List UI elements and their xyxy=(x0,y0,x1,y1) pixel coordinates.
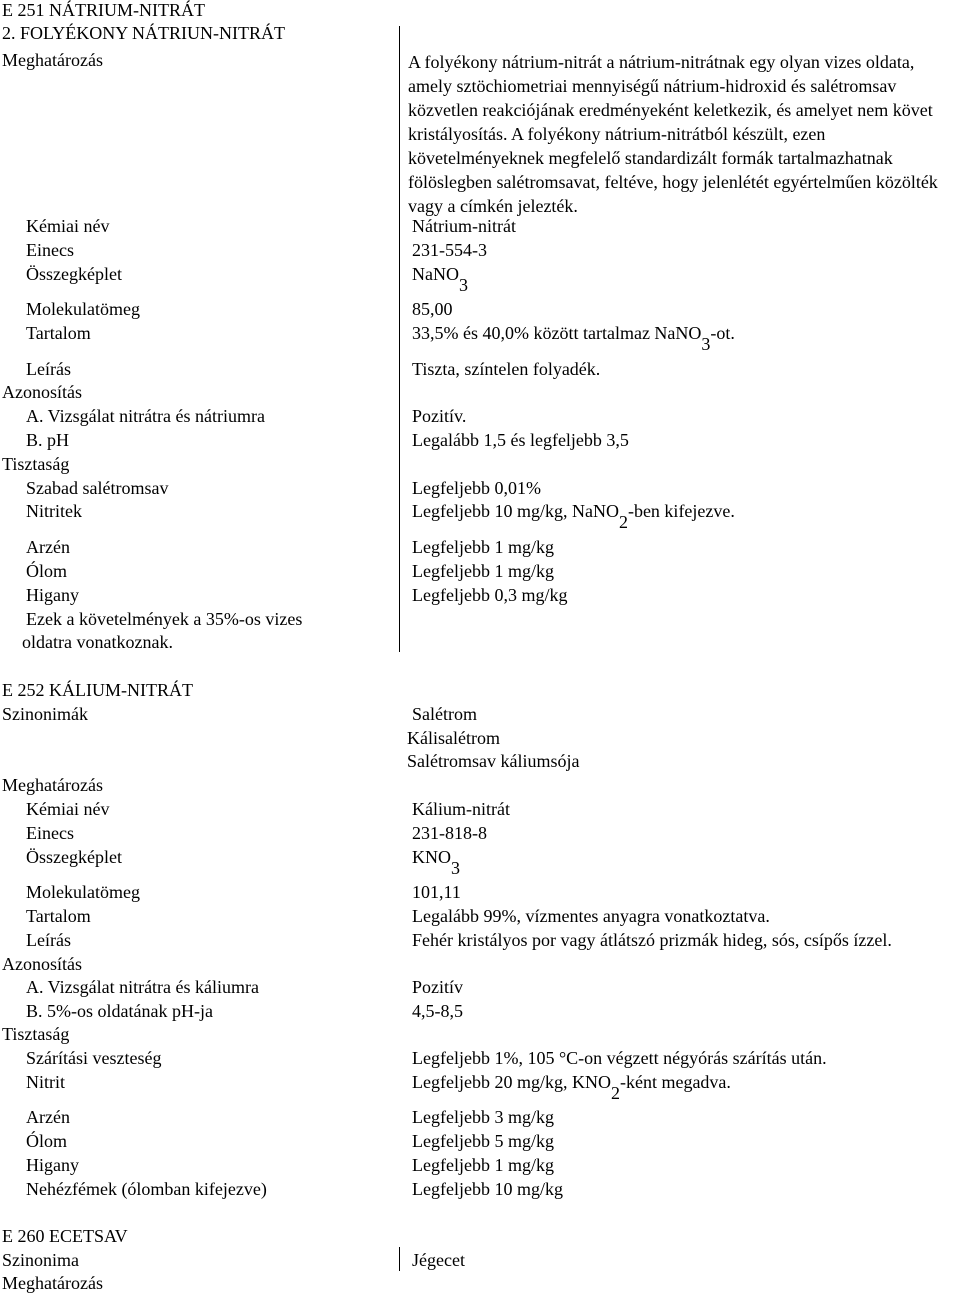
lead-label: Ólom xyxy=(26,1131,68,1151)
nitrite-text: Legfeljebb 20 mg/kg, KNO xyxy=(412,1072,611,1092)
formula-label: Összegképlet xyxy=(26,264,122,284)
chem-name-label: Kémiai név xyxy=(26,799,110,819)
test-b-label: B. 5%-os oldatának pH-ja xyxy=(26,1001,213,1021)
lead-label: Ólom xyxy=(26,561,68,581)
formula-subscript: 3 xyxy=(451,858,460,878)
formula-label: Összegképlet xyxy=(26,847,122,867)
mercury-value: Legfeljebb 0,3 mg/kg xyxy=(412,585,568,605)
einecs-label: Einecs xyxy=(26,823,74,843)
arsenic-label: Arzén xyxy=(26,1107,70,1127)
synonym-item: Jégecet xyxy=(412,1250,465,1270)
mercury-value: Legfeljebb 1 mg/kg xyxy=(412,1155,554,1175)
heavy-metals-value: Legfeljebb 10 mg/kg xyxy=(412,1179,563,1199)
mercury-label: Higany xyxy=(26,1155,79,1175)
content-value: Legalább 99%, vízmentes anyagra vonatkoztatva. xyxy=(412,906,770,926)
section-title-e251: E 251 NÁTRIUM-NITRÁT xyxy=(2,0,205,20)
synonym-item: Kálisalétrom xyxy=(407,728,500,748)
column-divider xyxy=(399,26,400,652)
note-line: Ezek a követelmények a 35%-os vizes xyxy=(26,609,303,629)
section-subtitle: 2. FOLYÉKONY NÁTRIUN-NITRÁT xyxy=(2,23,285,43)
lead-value: Legfeljebb 5 mg/kg xyxy=(412,1131,554,1151)
test-b-value: 4,5-8,5 xyxy=(412,1001,463,1021)
mercury-label: Higany xyxy=(26,585,79,605)
section-title-e260: E 260 ECETSAV xyxy=(2,1226,128,1246)
mol-weight-label: Molekulatömeg xyxy=(26,882,140,902)
formula-subscript: 3 xyxy=(459,275,468,295)
mol-weight-label: Molekulatömeg xyxy=(26,299,140,319)
nitrites-suffix: -ben kifejezve. xyxy=(627,501,735,521)
chem-name-label: Kémiai név xyxy=(26,216,110,236)
nitrite-label: Nitrit xyxy=(26,1072,65,1092)
description-value: Tiszta, színtelen folyadék. xyxy=(412,359,601,379)
test-a-label: A. Vizsgálat nitrátra és nátriumra xyxy=(26,406,266,426)
nitrites-label: Nitritek xyxy=(26,501,82,521)
formula-base: KNO xyxy=(412,847,451,867)
test-a-value: Pozitív. xyxy=(412,406,467,426)
definition-label: Meghatározás xyxy=(2,775,103,795)
content-value xyxy=(412,322,735,354)
test-b-value: Legalább 1,5 és legfeljebb 3,5 xyxy=(412,430,629,450)
identification-label: Azonosítás xyxy=(2,954,82,974)
formula-value xyxy=(412,263,468,295)
drying-loss-value: Legfeljebb 1%, 105 °C-on végzett négyórás szárítás után. xyxy=(412,1048,827,1068)
mol-weight-value: 101,11 xyxy=(412,882,461,902)
arsenic-value: Legfeljebb 3 mg/kg xyxy=(412,1107,554,1127)
nitrite-suffix: -ként megadva. xyxy=(619,1072,731,1092)
purity-label: Tisztaság xyxy=(2,1024,70,1044)
synonyms-label: Szinonimák xyxy=(2,704,88,724)
lead-value: Legfeljebb 1 mg/kg xyxy=(412,561,554,581)
mol-weight-value: 85,00 xyxy=(412,299,453,319)
test-a-value: Pozitív xyxy=(412,977,464,997)
content-label: Tartalom xyxy=(26,906,91,926)
arsenic-value: Legfeljebb 1 mg/kg xyxy=(412,537,554,557)
test-a-label: A. Vizsgálat nitrátra és káliumra xyxy=(26,977,260,997)
free-acid-label: Szabad salétromsav xyxy=(26,478,169,498)
nitrites-subscript: 2 xyxy=(618,512,628,532)
arsenic-label: Arzén xyxy=(26,537,70,557)
formula-value xyxy=(412,846,460,878)
heavy-metals-label: Nehézfémek (ólomban kifejezve) xyxy=(26,1179,267,1199)
chem-name-value: Kálium-nitrát xyxy=(412,799,510,819)
nitrites-value xyxy=(412,500,735,532)
formula-base: NaNO xyxy=(412,264,459,284)
drying-loss-label: Szárítási veszteség xyxy=(26,1048,162,1068)
description-label: Leírás xyxy=(26,930,71,950)
definition-label: Meghatározás xyxy=(2,1273,103,1293)
chem-name-value: Nátrium-nitrát xyxy=(412,216,516,236)
content-subscript: 3 xyxy=(701,334,711,354)
einecs-label: Einecs xyxy=(26,240,74,260)
synonyms-label: Szinonima xyxy=(2,1250,79,1270)
nitrites-text: Legfeljebb 10 mg/kg, NaNO xyxy=(412,501,619,521)
content-suffix: -ot. xyxy=(710,323,735,343)
note-line: oldatra vonatkoznak. xyxy=(22,632,173,652)
purity-label: Tisztaság xyxy=(2,454,70,474)
synonym-item: Salétromsav káliumsója xyxy=(407,751,580,771)
description-label: Leírás xyxy=(26,359,71,379)
content-label: Tartalom xyxy=(26,323,91,343)
nitrite-subscript: 2 xyxy=(610,1083,620,1103)
free-acid-value: Legfeljebb 0,01% xyxy=(412,478,541,498)
test-b-label: B. pH xyxy=(26,430,70,450)
column-divider xyxy=(399,1247,400,1271)
synonym-item: Salétrom xyxy=(412,704,477,724)
description-value: Fehér kristályos por vagy átlátszó prizmák hideg, sós, csípős ízzel. xyxy=(412,930,892,950)
definition-text: A folyékony nátrium-nitrát a nátrium-nitrátnak egy olyan vizes oldata, amely sztöchiometriai mennyiségű nátrium-hidroxid és salétromsav közvetlen reakciójának eredményeként keletkezik, és amelyet nem követ kristályosítás. A folyékony nátrium-nitrátból készült, ezen követelményeknek megfelelő standardizált formák tartalmazhatnak fölöslegben salétromsavat, feltéve, hogy jelenlétét egyértelműen közölték vagy a címkén jelezték. xyxy=(408,52,938,216)
einecs-value: 231-818-8 xyxy=(412,823,487,843)
einecs-value: 231-554-3 xyxy=(412,240,487,260)
definition-label: Meghatározás xyxy=(2,50,103,70)
content-text: 33,5% és 40,0% között tartalmaz NaNO xyxy=(412,323,702,343)
nitrite-value xyxy=(412,1071,731,1103)
section-title-e252: E 252 KÁLIUM-NITRÁT xyxy=(2,680,193,700)
identification-label: Azonosítás xyxy=(2,382,82,402)
